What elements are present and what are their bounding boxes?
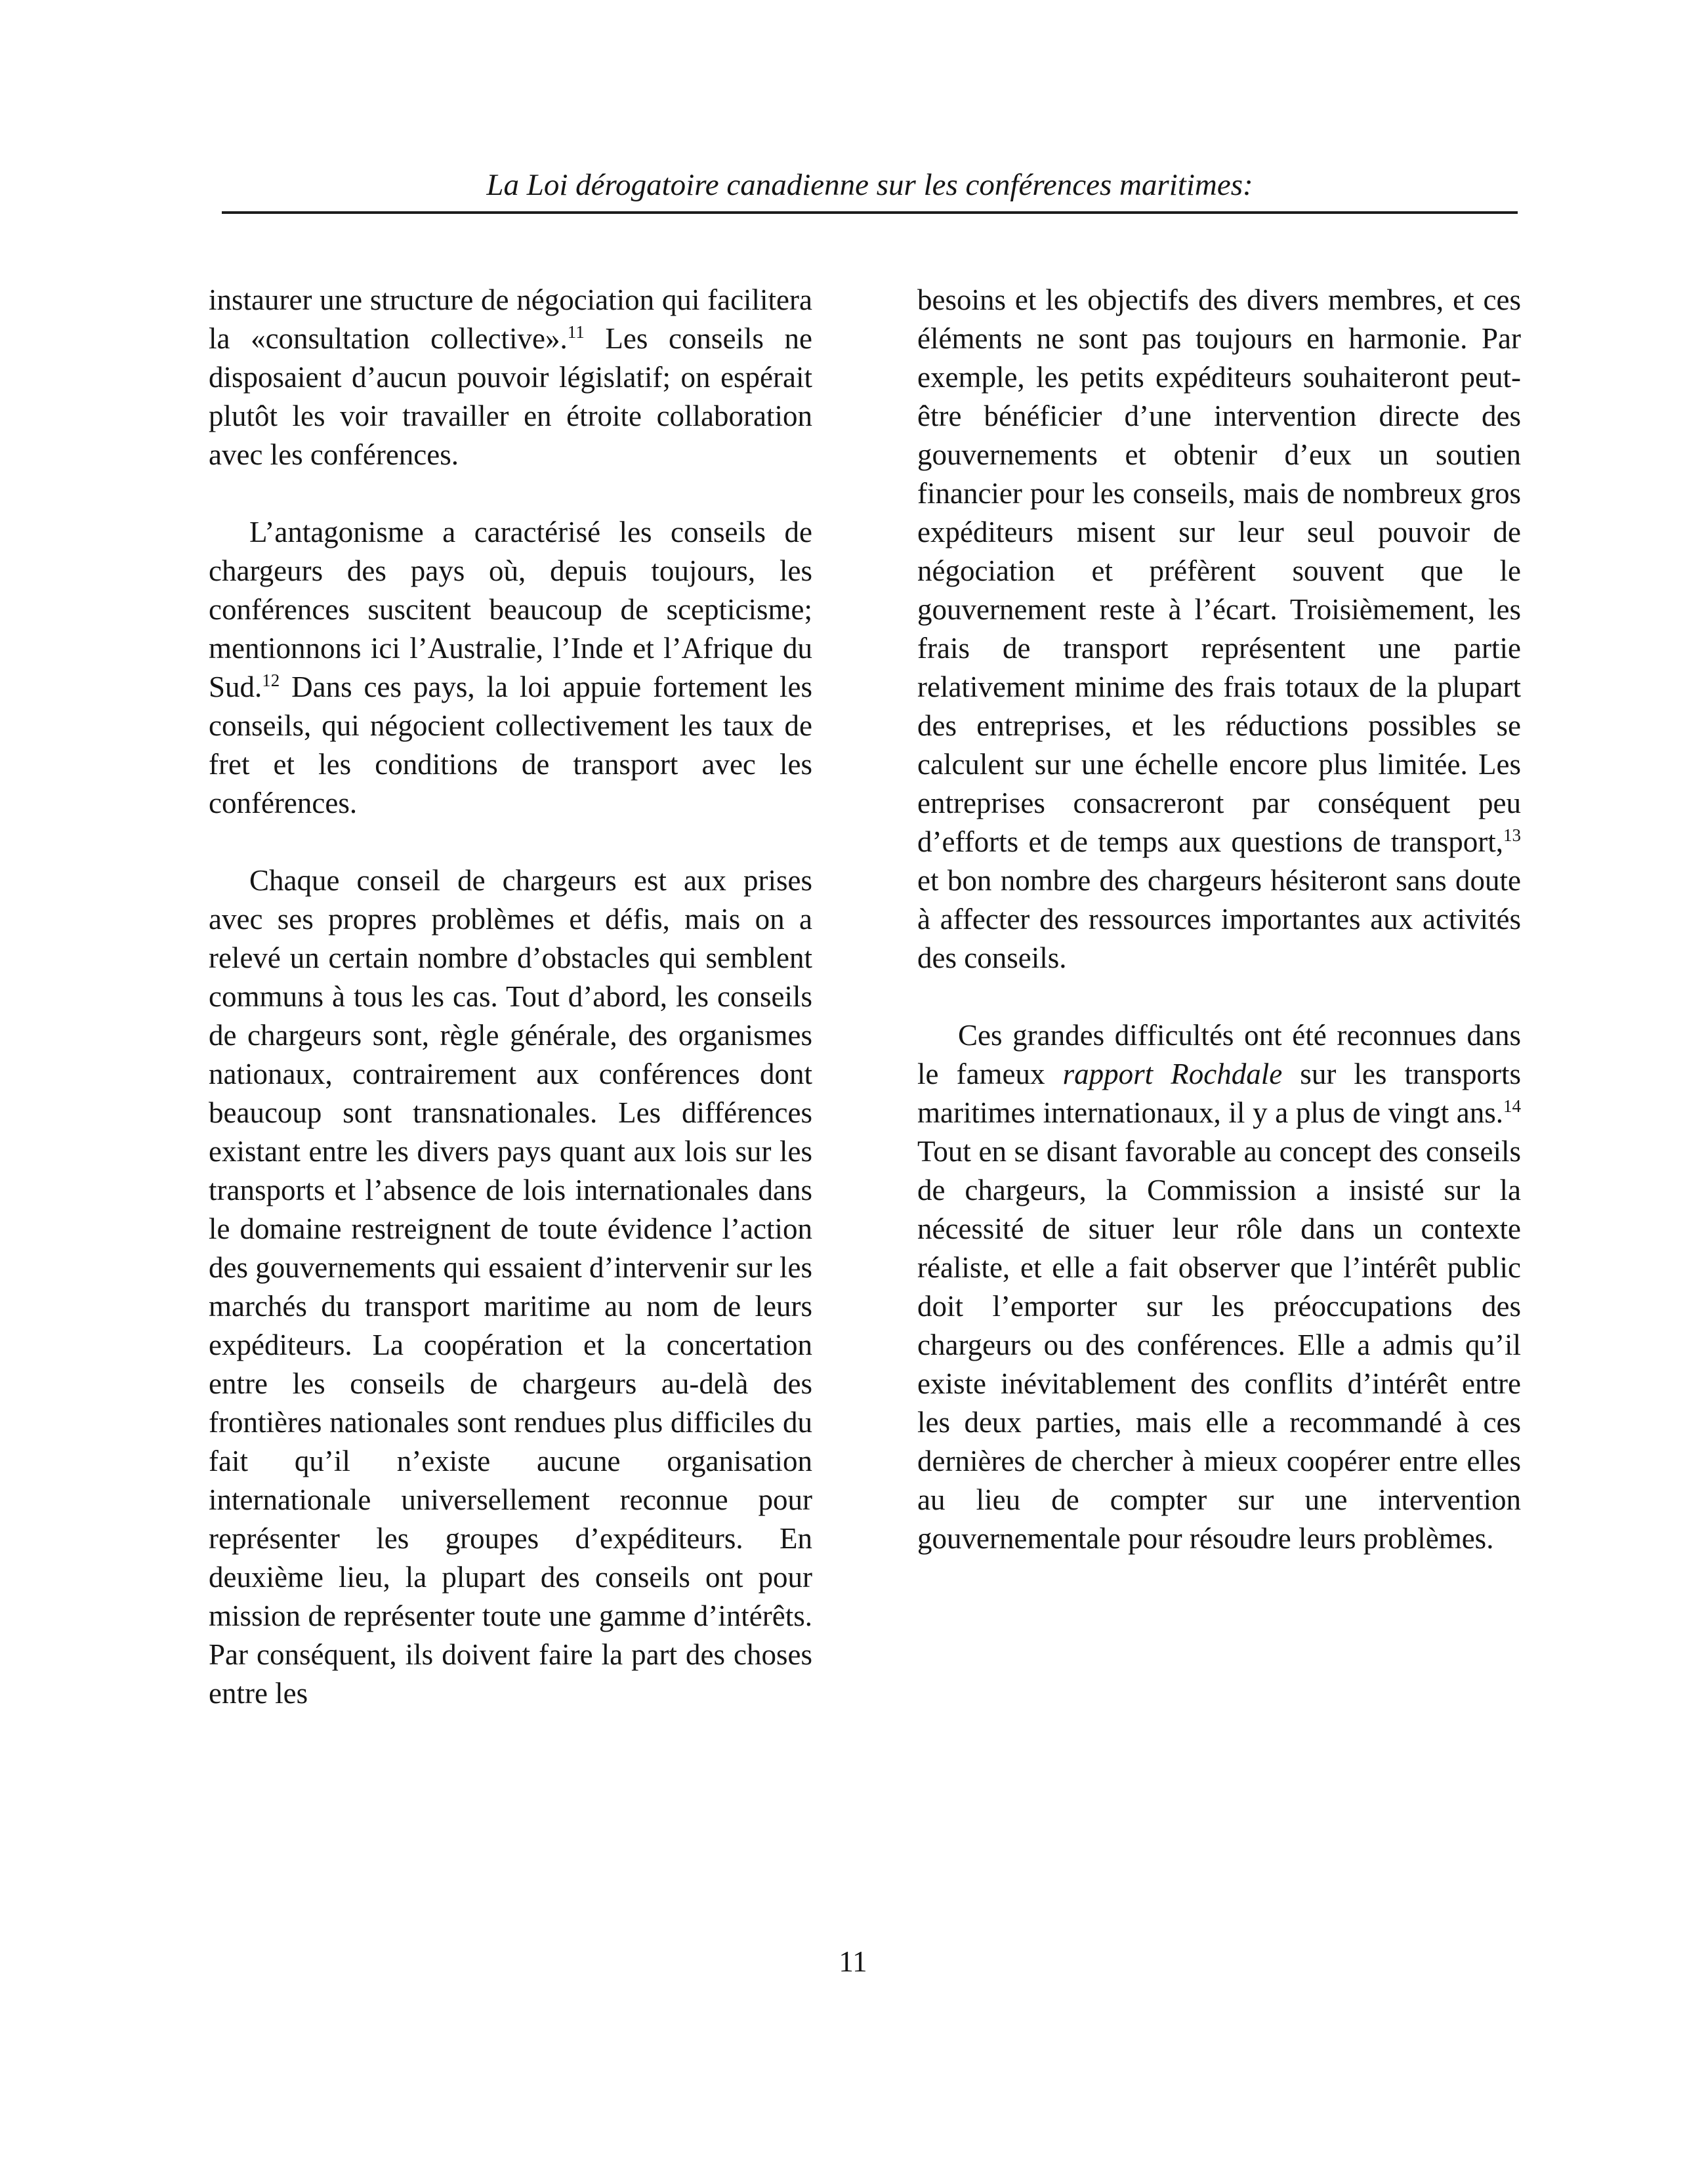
text-segment: Ces grandes difficultés ont été reconnues dans le fameux [917, 1019, 1521, 1090]
running-header: La Loi dérogatoire canadienne sur les conférences maritimes: [486, 168, 1253, 202]
footnote-ref-12: 12 [262, 670, 280, 690]
left-paragraph-2 [209, 513, 812, 823]
text-segment: et bon nombre des chargeurs hésiteront sans doute à affecter des ressources importantes aux activités des conseils. [917, 864, 1521, 974]
text-segment: instaurer une structure de négociation qui facilitera la «consultation collective». [209, 283, 812, 355]
text-segment: sur les transports maritimes internationaux, il y a plus de vingt ans. [917, 1058, 1521, 1129]
right-paragraph-2 [917, 1016, 1521, 1558]
report-title: rapport Rochdale [1062, 1058, 1283, 1090]
header-rule [222, 211, 1518, 214]
footnote-ref-14: 14 [1503, 1096, 1521, 1116]
footnote-ref-11: 11 [567, 322, 585, 342]
text-segment: Tout en se disant favorable au concept des conseils de chargeurs, la Commission a insisté sur la nécessité de situer leur rôle dans un contexte réaliste, et elle a fait observer que l’intérêt public doit l’emporter sur les préoccupations des chargeurs ou des conférences. Elle a admis qu’il existe inévitablement des conflits d’intérêt entre les deux parties, mais elle a recommandé à ces dernières de chercher à mieux coopérer entre elles au lieu de compter sur une intervention gouvernementale pour résoudre leurs problèmes. [917, 1135, 1521, 1555]
right-column [917, 281, 1521, 1558]
footnote-ref-13: 13 [1503, 825, 1521, 845]
left-column [209, 281, 812, 1713]
text-segment: Dans ces pays, la loi appuie fortement les conseils, qui négocient collectivement les taux de fret et les conditions de transport avec les conférences. [209, 670, 812, 819]
left-paragraph-3: Chaque conseil de chargeurs est aux prises avec ses propres problèmes et défis, mais on a relevé un certain nombre d’obstacles qui semblent communs à tous les cas. Tout d’abord, les conseils de chargeurs sont, règle générale, des organismes nationaux, contrairement aux conférences dont beaucoup sont transnationales. Les différences existant entre les divers pays quant aux lois sur les transports et l’absence de lois internationales dans le domaine restreignent de toute évidence l’action des gouvernements qui essaient d’intervenir sur les marchés du transport maritime au nom de leurs expéditeurs. La coopération et la concertation entre les conseils de chargeurs au-delà des frontières nationales sont rendues plus difficiles du fait qu’il n’existe aucune organisation internationale universellement reconnue pour représenter les groupes d’expéditeurs. En deuxième lieu, la plupart des conseils ont pour mission de représenter toute une gamme d’intérêts. Par conséquent, ils doivent faire la part des choses entre les [209, 864, 812, 1710]
page-number: 11 [839, 1945, 867, 1978]
text-segment: L’antagonisme a caractérisé les conseils de chargeurs des pays où, depuis toujours, les conférences suscitent beaucoup de scepticisme; mentionnons ici l’Australie, l’Inde et l’Afrique du Sud. [209, 516, 812, 703]
right-paragraph-1 [917, 281, 1521, 978]
left-paragraph-1 [209, 281, 812, 474]
text-segment: Les conseils ne disposaient d’aucun pouvoir législatif; on espérait plutôt les voir travailler en étroite collaboration avec les conférences. [209, 322, 812, 471]
text-segment: besoins et les objectifs des divers membres, et ces éléments ne sont pas toujours en harmonie. Par exemple, les petits expéditeurs souhaiteront peut-être bénéficier d’une intervention directe des gouvernements et obtenir d’eux un soutien financier pour les conseils, mais de nombreux gros expéditeurs misent sur leur seul pouvoir de négociation et préfèrent souvent que le gouvernement reste à l’écart. Troisièmement, les frais de transport représentent une partie relativement minime des frais totaux de la plupart des entreprises, et les réductions possibles se calculent sur une échelle encore plus limitée. Les entreprises consacreront par conséquent peu d’efforts et de temps aux questions de transport, [917, 283, 1521, 858]
